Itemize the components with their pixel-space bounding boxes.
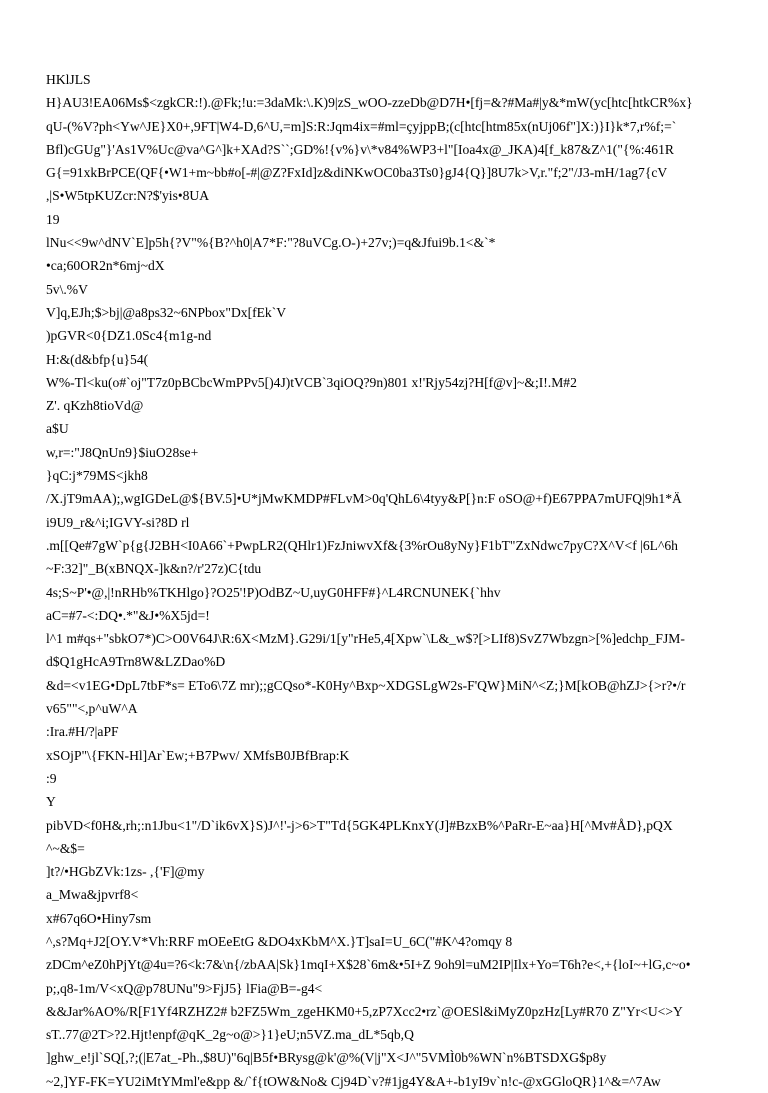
text-line: W%-Tl<ku(o#`oj"T7z0pBCbcWmPPv5[)4J)tVCB`3qiOQ?9n)801 x!'Rjy54zj?H[f@v]~&;I!.M#2 xyxy=(46,374,577,390)
text-line: ]t?/•HGbZVk:1zs- ,{'F]@my xyxy=(46,864,205,880)
text-line: xSOjP"\{FKN-Hl]Ar`Ew;+B7Pwv/ XMfsB0JBfBrap:K xyxy=(46,747,350,763)
text-line: Z'. qKzh8tioVd@ xyxy=(46,398,144,414)
text-line: aC=#7-<:DQ•.*"&J•%X5jd=! xyxy=(46,607,210,623)
text-line: .m[[Qe#7gW`p{g{J2BH<I0A66`+PwpLR2(QHlr1)FzJniwvXf&{3%rOu8yNy}F1bT"ZxNdwc7pyC?X^V<f |6L^6h xyxy=(46,537,678,553)
text-line: x#67q6O•Hiny7sm xyxy=(46,910,152,926)
text-line: p;,q8-1m/V<xQ@p78UNu"9>FjJ5} lFia@B=-g4< xyxy=(46,980,323,996)
text-line: )pGVR<0{DZ1.0Sc4{m1g-nd xyxy=(46,328,212,344)
text-line: ]ghw_e!jl`SQ[,?;(|E7at_-Ph.,$8U)"6q|B5f•BRysg@k'@%(V|j"X<J^"5VMÌ0b%WN`n%BTSDXG$p8y xyxy=(46,1050,607,1066)
text-line: HKlJLS xyxy=(46,72,91,87)
text-line: v65""<,p^uW^A xyxy=(46,701,138,717)
text-line: H}AU3!EA06Ms$<zgkCR:!).@Fk;!u:=3daMk:\.K)9|zS_wOO-zzeDb@D7H•[fj=&?#Ma#|y&*mW(yc[htc[htkCR%x} xyxy=(46,95,693,111)
text-line: d$Q1gHcA9Trn8W&LZDao%D xyxy=(46,654,226,670)
text-line: l^1 m#qs+"sbkO7*)C>O0V64J\R:6X<MzM}.G29i/1[y"rHe5,4[Xpw`\L&_w$?[>LIf8)SvZ7Wbzgn>[%]edchp_FJM- xyxy=(46,631,685,647)
text-line: zDCm^eZ0hPjYt@4u=?6<k:7&\n{/zbAA|Sk}1mqI+X$28`6m&•5I+Z 9oh9l=uM2IP|Ilx+Yo=T6h?e<,+{loI~+lG,c~o• xyxy=(46,957,691,973)
text-line: sT..77@2T>?2.Hjt!enpf@qK_2g~o@>}1}eU;n5VZ.ma_dL*5qb,Q xyxy=(46,1027,414,1043)
text-line: 5v\.%V xyxy=(46,281,88,297)
text-line: a$U xyxy=(46,421,69,437)
text-line: ~2,]YF-FK=YU2iMtYMml'e&pp &/`f{tOW&No& Cj94D`v?#1jg4Y&A+-b1yI9v`n!c-@xGGloQR}1^&=^7Aw xyxy=(46,1073,661,1089)
text-line: pibVD<f0H&,rh;:n1Jbu<1"/D`ik6vX}S)J^!'-j>6>T"Td{5GK4PLKnxY(J]#BzxB%^PaRr-E~aa}H[^Mv#ÅD},pQX xyxy=(46,817,673,833)
text-line: Bfl)cGUg"}'As1V%Uc@va^G^]k+XAd?S``;GD%!{v%}v\*v84%WP3+l"[Ioa4x@_JKA)4[f_k87&Z^1("{%:461R xyxy=(46,141,674,157)
text-line: V]q,EJh;$>bj|@a8ps32~6NPbox"Dx[fEk`V xyxy=(46,304,287,320)
text-line: ^~&$= xyxy=(46,840,85,856)
text-line: ~F:32]"_B(xBNQX-]k&n?/r'27z)C{tdu xyxy=(46,561,262,577)
text-line: i9U9_r&^i;IGVY-si?8D rl xyxy=(46,514,190,530)
text-line: lNu<<9w^dNV`E]p5h{?V"%{B?^h0|A7*F:"?8uVCg.O-)+27v;)=q&Jfui9b.1<&`* xyxy=(46,235,496,251)
text-line: :Ira.#H/?|aPF xyxy=(46,724,119,740)
text-line: •ca;60OR2n*6mj~dX xyxy=(46,258,165,274)
text-line: ^,s?Mq+J2[OY.V*Vh:RRF mOEeEtG &DO4xKbM^X.}T]saI=U_6C("#K^4?omqy 8 xyxy=(46,933,513,949)
text-line: &&Jar%AO%/R[F1Yf4RZHZ2# b2FZ5Wm_zgeHKM0+5,zP7Xcc2•rz`@OESl&iMyZ0pzHz[Ly#R70 Z"Yr<U<>Y xyxy=(46,1003,683,1019)
text-line: G{=91xkBrPCE(QF{•W1+m~bb#o[-#|@Z?FxId]z&diNKwOC0ba3Ts0}gJ4{Q}]8U7k>V,r."f;2"/J3-mH/1ag7{cV xyxy=(46,165,668,181)
text-line: &d=<v1EG•DpL7tbF*s= ETo6\7Z mr);;gCQso*-K0Hy^Bxp~XDGSLgW2s-F'QW}MiN^<Z;}M[kOB@hZJ>{>r?•/r xyxy=(46,677,686,693)
text-line: Y xyxy=(46,794,56,810)
text-line: 4s;S~P'•@,|!nRHb%TKHlgo}?O25'!P)OdBZ~U,uyG0HFF#}^L4RCNUNEK{`hhv xyxy=(46,584,501,600)
text-line: w,r=:"J8QnUn9}$iuO28se+ xyxy=(46,444,199,460)
text-line: H:&(d&bfp{u}54( xyxy=(46,351,149,367)
text-line: qU-(%V?ph<Yw^JE}X0+,9FT|W4-D,6^U,=m]S:R:Jqm4ix=#ml=çyjppB;(c[htc[htm85x(nUj06f"]X:)}I}k*7,r%f;=` xyxy=(46,118,677,134)
text-line: /X.jT9mAA);,wgIGDeL@${BV.5]•U*jMwKMDP#FLvM>0q'QhL6\4tyy&P[}n:F oSO@+f)E67PPA7mUFQ|9h1*Ä xyxy=(46,491,682,507)
text-line: ,|S•W5tpKUZcr:N?$'yis•8UA xyxy=(46,188,210,204)
text-line: a_Mwa&jpvrf8< xyxy=(46,887,139,903)
text-line: 19 xyxy=(46,211,60,227)
text-line: :9 xyxy=(46,770,57,786)
document-body xyxy=(46,68,726,1093)
text-line: }qC:j*79MS<jkh8 xyxy=(46,468,148,484)
